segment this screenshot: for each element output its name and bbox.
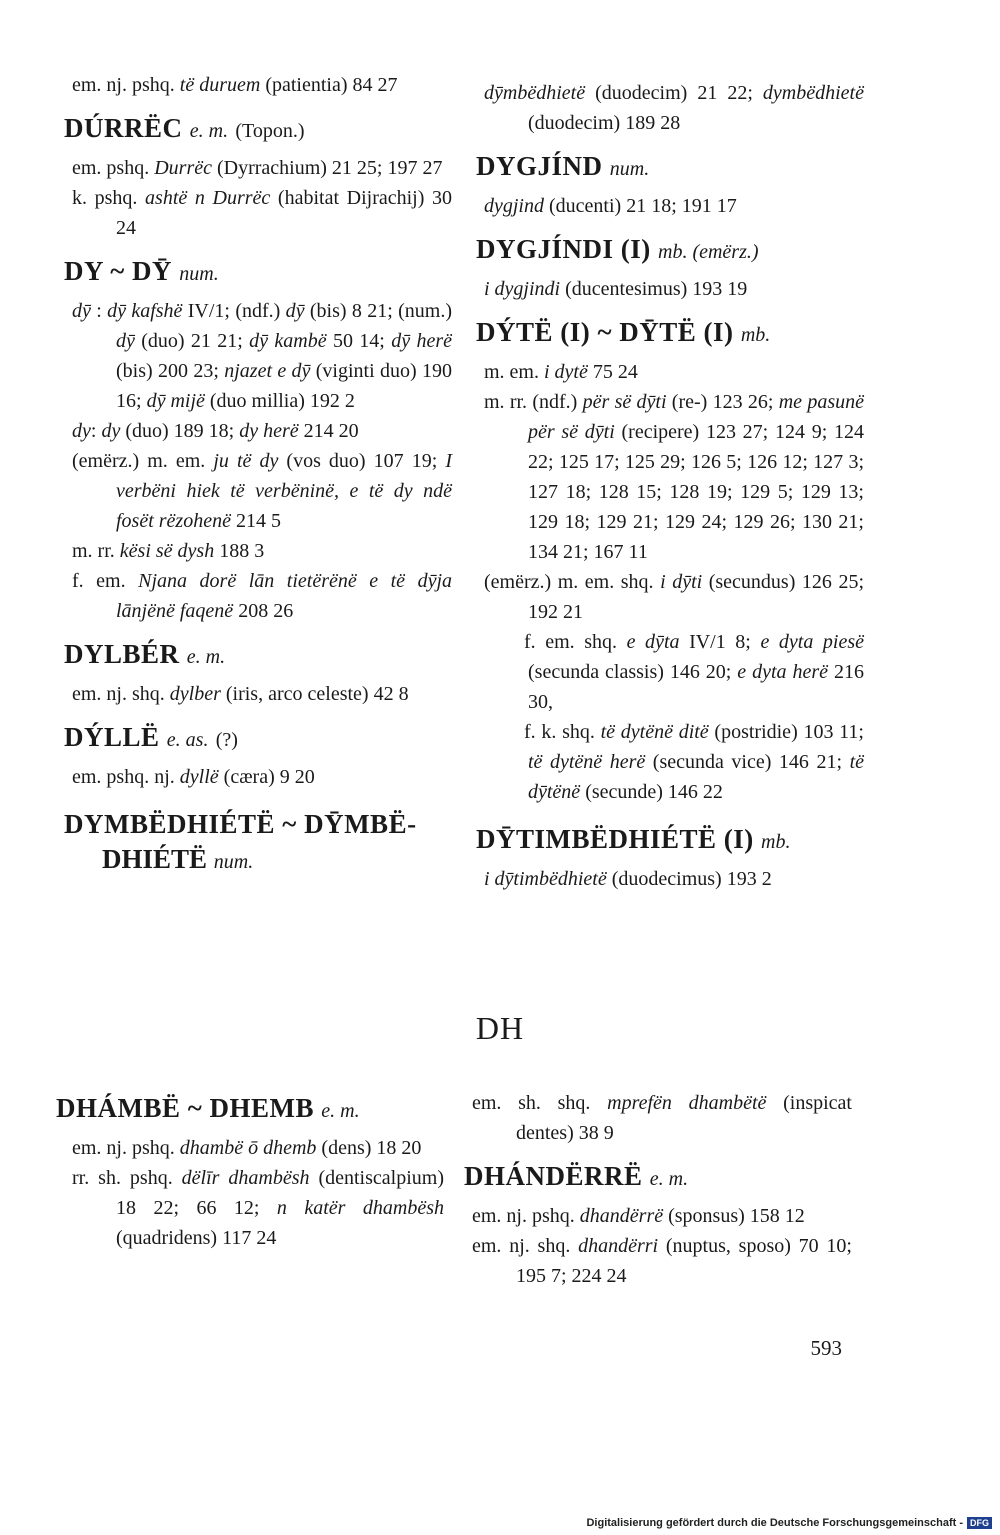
entry [484, 357, 864, 387]
entry [484, 191, 864, 221]
entry-text: 214 20 [298, 420, 359, 442]
headword [476, 231, 864, 270]
entry-text: f. em. shq. [524, 631, 627, 653]
entry-text: 208 26 [233, 600, 294, 622]
example-text: dhandërri [578, 1235, 659, 1257]
entry-text: m. rr. (ndf.) [484, 391, 583, 413]
example-text: dymbëdhietë [762, 82, 864, 104]
entry [484, 567, 864, 627]
example-text: të dytënë ditë [600, 721, 709, 743]
grammar-label: mb. [761, 831, 791, 853]
example-text: ju të dy [213, 450, 279, 472]
entry [72, 70, 452, 100]
entry-text: (nuptus, sposo) 70 10; 195 7; 224 24 [516, 1235, 852, 1287]
entry-text: (secunde) 146 22 [580, 781, 723, 803]
entry-text: em. pshq. [72, 157, 155, 179]
example-text: dy [72, 420, 91, 442]
column-left-top [64, 70, 453, 879]
entry-text: IV/1; (ndf.) [182, 300, 286, 322]
example-text: dȳ [72, 300, 91, 322]
example-text: dȳ herë [391, 330, 452, 352]
entry [472, 1231, 852, 1291]
section-title: DH [475, 1010, 525, 1046]
example-text: me pasunë për së dȳti [528, 391, 865, 443]
entry-text: (emërz.) m. em. [72, 450, 214, 472]
entry-text: (ducenti) 21 18; 191 17 [544, 195, 737, 217]
entry-text: f. em. [72, 570, 139, 592]
example-text: njazet e dȳ [224, 360, 311, 382]
headword [64, 719, 452, 758]
headword-note: (?) [215, 729, 238, 751]
entry-text: m. rr. [72, 540, 120, 562]
entry-text: (duodecimus) 193 2 [606, 868, 772, 890]
example-text: dylber [169, 683, 221, 705]
example-text: dȳ mijë [146, 390, 205, 412]
entry-text: em. pshq. nj. [72, 766, 180, 788]
entry [72, 536, 452, 566]
grammar-label: e. m. [189, 120, 229, 142]
grammar-label: mb. (emërz.) [658, 241, 759, 263]
entry-text: (duo) 189 18; [120, 420, 240, 442]
footer-credit [586, 1517, 992, 1529]
entry [72, 762, 452, 792]
example-text: mprefën dhambëtë [607, 1092, 767, 1114]
headword [476, 148, 864, 187]
example-text: n katër dhambësh [276, 1197, 444, 1219]
entry-text: : [90, 300, 108, 322]
entry-text: (habitat Dijrachij) 30 24 [116, 187, 453, 239]
example-text: e dyta piesë [760, 631, 865, 653]
entry [72, 566, 452, 626]
example-text: dȳ [116, 330, 135, 352]
column-left-bottom [56, 1080, 444, 1253]
headword [476, 821, 864, 860]
entry-text: (quadridens) 117 24 [116, 1227, 277, 1249]
headword-text: DȲTIMBËDHIÉTË (I) [476, 824, 754, 854]
entry-text: (patientia) 84 27 [260, 74, 398, 96]
column-right-bottom [464, 1088, 852, 1291]
entry-text: (dentiscalpium) 18 22; 66 12; [116, 1167, 444, 1219]
example-text: e dȳta [626, 631, 680, 653]
entry [72, 446, 452, 536]
entry-text: (duo millia) 192 2 [204, 390, 355, 412]
entry-text: em. nj. pshq. [72, 74, 180, 96]
example-text: dȳ [285, 300, 305, 322]
example-text: dhambë ō dhemb [179, 1137, 317, 1159]
entry [72, 416, 452, 446]
entry-text: (inspicat dentes) 38 9 [516, 1092, 852, 1144]
headword [64, 110, 452, 149]
entry-text: (cæra) 9 20 [218, 766, 315, 788]
headword-text: DÚRRËC [64, 113, 183, 143]
page-number: 593 [810, 1336, 842, 1360]
headword-text: DY ~ DȲ [64, 256, 173, 286]
entry-text: (dens) 18 20 [316, 1137, 422, 1159]
entry-text: em. nj. pshq. [472, 1205, 580, 1227]
entry-text: (bis) 200 23; [116, 360, 225, 382]
entry [484, 717, 864, 807]
example-text: i dȳti [660, 571, 703, 593]
example-text: dëlīr dhambësh [181, 1167, 310, 1189]
entry-text: (emërz.) m. em. shq. [484, 571, 661, 593]
entry-text: (viginti duo) 190 16; [116, 360, 452, 412]
grammar-label: mb. [740, 324, 771, 346]
example-text: e dyta herë [737, 661, 829, 683]
entry [472, 1088, 852, 1148]
example-text: i dȳtimbëdhietë [484, 868, 607, 890]
entry-text: em. nj. pshq. [72, 1137, 180, 1159]
headword [64, 636, 452, 675]
headword [476, 314, 864, 353]
entry-text: rr. sh. pshq. [72, 1167, 182, 1189]
entry [484, 274, 864, 304]
dfg-logo: DFG [967, 1517, 992, 1529]
entry-text: 188 3 [214, 540, 265, 562]
example-text: kësi së dysh [119, 540, 215, 562]
entry-text: em. nj. shq. [472, 1235, 579, 1257]
example-text: i dygjindi [484, 278, 561, 300]
example-text: Njana dorë lān tietërënë e të dȳja lānjënë faqenë [116, 570, 453, 622]
entry-text: 216 30, [528, 661, 864, 713]
entry [472, 1201, 852, 1231]
example-text: Durrëc [154, 157, 212, 179]
entry [72, 1163, 444, 1253]
entry-text: 50 14; [326, 330, 392, 352]
example-text: dhandërrë [579, 1205, 664, 1227]
entry-text: (vos duo) 107 19; [278, 450, 446, 472]
grammar-label: num. [179, 263, 219, 285]
headword-text: DYMBËDHIÉTË ~ DȲMBË- [64, 809, 417, 839]
headword-text: DHIÉTË [102, 844, 208, 874]
example-text: dy [101, 420, 121, 442]
column-right-top [476, 78, 865, 894]
headword-text: DÝLLË [64, 722, 160, 752]
example-text: dygjind [484, 195, 544, 217]
entry-text: em. sh. shq. [472, 1092, 608, 1114]
example-text: të duruem [179, 74, 261, 96]
headword-continuation [102, 842, 452, 879]
example-text: dy herë [239, 420, 299, 442]
entry [72, 679, 452, 709]
headword [464, 1158, 852, 1197]
example-text: për së dȳti [582, 391, 667, 413]
grammar-label: num. [609, 158, 650, 180]
entry-text: (secunda classis) 146 20; [528, 661, 738, 683]
entry [484, 78, 864, 138]
entry-text: (iris, arco celeste) 42 8 [220, 683, 409, 705]
example-text: të dytënë herë [528, 751, 646, 773]
entry-text: (duo) 21 21; [134, 330, 250, 352]
entry-text: (secunda vice) 146 21; [645, 751, 850, 773]
grammar-label: e. m. [649, 1168, 689, 1190]
entry-text: 75 24 [587, 361, 638, 383]
entry [72, 183, 452, 243]
entry-text: k. pshq. [72, 187, 146, 209]
entry-text: (postridie) 103 11; [708, 721, 864, 743]
example-text: ashtë n Durrëc [145, 187, 271, 209]
example-text: dyllë [179, 766, 219, 788]
example-text: dȳmbëdhietë [484, 82, 586, 104]
example-text: të dȳtënë [528, 751, 864, 803]
entry [484, 627, 864, 717]
entry-text: (secundus) 126 25; 192 21 [528, 571, 864, 623]
entry [484, 387, 864, 567]
entry-text: f. k. shq. [524, 721, 601, 743]
grammar-label: e. as. [166, 729, 209, 751]
entry [72, 153, 452, 183]
example-text: i dytë [544, 361, 588, 383]
example-text: dȳ kambë [249, 330, 327, 352]
entry-text: (ducentesimus) 193 19 [560, 278, 748, 300]
grammar-label: e. m. [321, 1100, 360, 1122]
example-text: I verbëni hiek të verbëninë, e të dy ndë fosët rëzohenë [116, 450, 452, 532]
headword [64, 253, 452, 292]
headword-text: DYGJÍNDI (I) [476, 234, 651, 264]
entry-text: (duodecim) 21 22; [585, 82, 763, 104]
entry-text: (Dyrrachium) 21 25; 197 27 [211, 157, 443, 179]
grammar-label: num. [213, 851, 254, 873]
headword-note: (Topon.) [235, 120, 305, 142]
entry-text: (sponsus) 158 12 [663, 1205, 805, 1227]
headword-text: DYGJÍND [476, 151, 603, 181]
entry [72, 296, 452, 416]
entry [484, 864, 864, 894]
entry-text: (re-) 123 26; [666, 391, 779, 413]
entry-text: IV/1 8; [679, 631, 761, 653]
example-text: dȳ kafshë [107, 300, 183, 322]
entry-text: (bis) 8 21; (num.) [304, 300, 452, 322]
grammar-label: e. m. [186, 646, 226, 668]
entry-text: (duodecim) 189 28 [528, 112, 681, 134]
footer-text: Digitalisierung gefördert durch die Deutsche Forschungsgemeinschaft - [586, 1517, 963, 1529]
headword [64, 806, 452, 842]
headword-text: DYLBÉR [64, 639, 180, 669]
entry-text: 214 5 [230, 510, 281, 532]
entry-text: m. em. [484, 361, 544, 383]
entry-text: em. nj. shq. [72, 683, 170, 705]
headword-text: DHÁNDËRRË [464, 1161, 643, 1191]
headword-text: DÝTË (I) ~ DȲTË (I) [476, 317, 734, 347]
headword-text: DHÁMBË ~ DHEMB [56, 1093, 315, 1123]
entry-text: (recipere) 123 27; 124 9; 124 22; 125 17; 125 29; 126 5; 126 12; 127 3; 127 18; 128 15; 128 19; 129 5; 129 13; 129 18; 129 21; 129 24; 129 26; 130 21; 134 21; 167 11 [528, 421, 864, 563]
entry-text: : [90, 420, 102, 442]
entry [72, 1133, 444, 1163]
headword [56, 1090, 444, 1129]
